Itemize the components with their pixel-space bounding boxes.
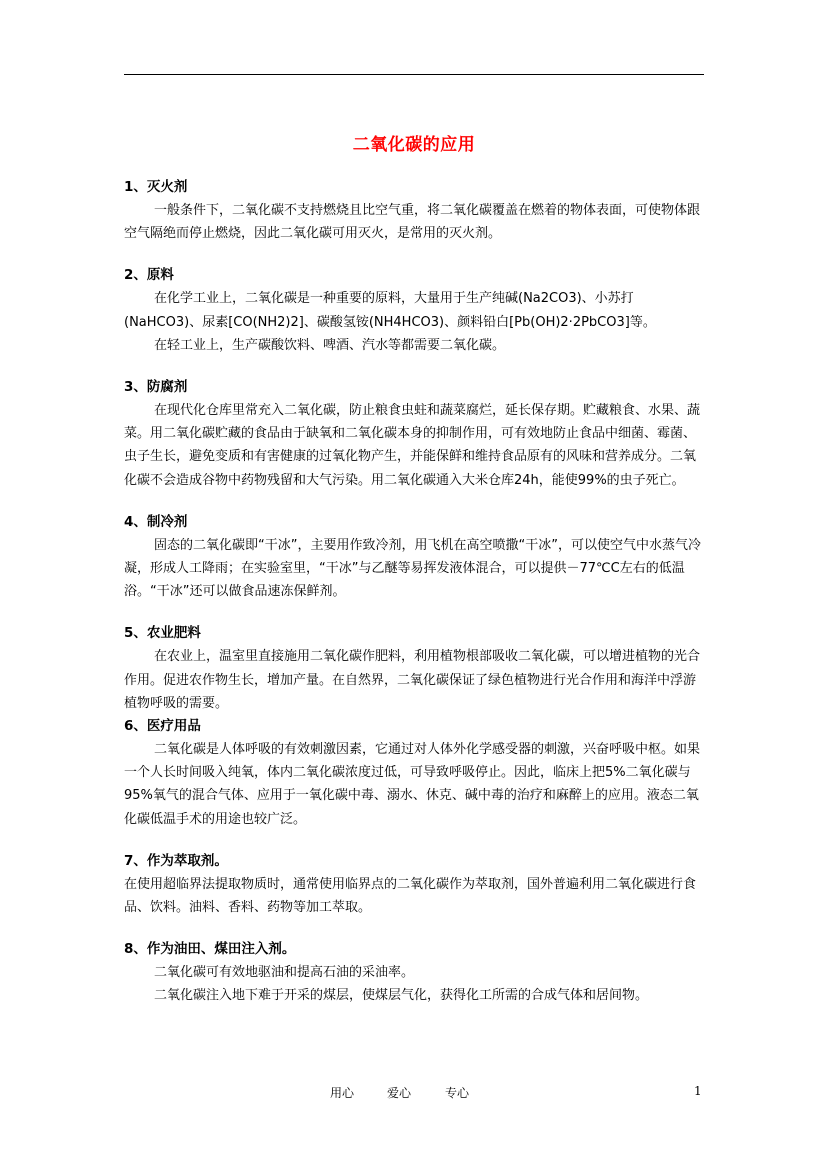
section-heading: 2、原料	[124, 267, 174, 284]
section-heading: 7、作为萃取剂。	[124, 852, 228, 869]
header-rule	[124, 74, 704, 75]
footer-item: 用心	[330, 1086, 355, 1100]
section-heading: 8、作为油田、煤田注入剂。	[124, 941, 296, 958]
section-preservative	[124, 376, 708, 492]
document-body	[124, 176, 708, 1008]
section-agricultural-fertilizer	[124, 622, 708, 715]
document-title: 二氧化碳的应用	[352, 135, 476, 155]
section-heading: 4、制冷剂	[124, 513, 188, 530]
section-injection-agent	[124, 938, 708, 1007]
page-number: 1	[694, 1084, 702, 1098]
section-paragraph: 二氧化碳是人体呼吸的有效刺激因素，它通过对人体外化学感受器的刺激，兴奋呼吸中枢。如果一个人长时间吸入纯氧，体内二氧化碳浓度过低，可导致呼吸停止。因此，临床上把5%二氧化碳与95%氧气的混合气体、应用于一氧化碳中毒、溺水、休克、碱中毒的治疗和麻醉上的应用。液态二氧化碳低温手术的用途也较广泛。	[124, 742, 701, 827]
section-paragraph: 在化学工业上，二氧化碳是一种重要的原料，大量用于生产纯碱(Na2CO3)、小苏打(NaHCO3)、尿素[CO(NH2)2]、碳酸氢铵(NH4HCO3)、颜料铅白[Pb(OH)2·2PbCO3]等。	[124, 291, 656, 330]
section-refrigerant	[124, 511, 708, 604]
footer-item: 爱心	[387, 1086, 412, 1100]
section-paragraph: 二氧化碳可有效地驱油和提高石油的采油率。	[154, 965, 415, 981]
section-paragraph: 一般条件下，二氧化碳不支持燃烧且比空气重，将二氧化碳覆盖在燃着的物体表面，可使物体跟空气隔绝而停止燃烧，因此二氧化碳可用灭火，是常用的灭火剂。	[124, 203, 701, 242]
section-paragraph: 二氧化碳注入地下难于开采的煤层，使煤层气化，获得化工所需的合成气体和居间物。	[154, 988, 649, 1004]
footer-item: 专心	[445, 1086, 470, 1100]
section-heading: 6、医疗用品	[124, 718, 201, 735]
section-paragraph: 在轻工业上，生产碳酸饮料、啤酒、汽水等都需要二氧化碳。	[154, 337, 506, 353]
section-raw-material	[124, 264, 708, 357]
section-paragraph: 固态的二氧化碳即“干冰”，主要用作致冷剂，用飞机在高空喷撒“干冰”，可以使空气中水蒸气冷凝，形成人工降雨；在实验室里，“干冰”与乙醚等易挥发液体混合，可以提供－77℃C左右的低温浴。“干冰”还可以做食品速冻保鲜剂。	[124, 537, 701, 600]
section-fire-extinguisher	[124, 176, 708, 245]
section-heading: 5、农业肥料	[124, 625, 201, 642]
section-medical-supplies	[124, 715, 708, 831]
section-heading: 1、灭火剂	[124, 179, 188, 195]
page-footer	[0, 1084, 827, 1104]
section-extraction-agent	[124, 850, 708, 919]
section-paragraph: 在使用超临界法提取物质时，通常使用临界点的二氧化碳作为萃取剂，国外普遍利用二氧化碳进行食品、饮料。油料、香料、药物等加工萃取。	[124, 876, 697, 916]
section-paragraph: 在现代化仓库里常充入二氧化碳，防止粮食虫蛀和蔬菜腐烂，延长保存期。贮藏粮食、水果、蔬菜。用二氧化碳贮藏的食品由于缺氧和二氧化碳本身的抑制作用，可有效地防止食品中细菌、霉菌、虫子生长，避免变质和有害健康的过氧化物产生，并能保鲜和维持食品原有的风味和营养成分。二氧化碳不会造成谷物中药物残留和大气污染。用二氧化碳通入大米仓库24h，能使99%的虫子死亡。	[124, 403, 701, 488]
section-paragraph: 在农业上，温室里直接施用二氧化碳作肥料，利用植物根部吸收二氧化碳，可以增进植物的光合作用。促进农作物生长，增加产量。在自然界，二氧化碳保证了绿色植物进行光合作用和海洋中浮游植物呼吸的需要。	[124, 649, 701, 711]
section-heading: 3、防腐剂	[124, 379, 188, 396]
